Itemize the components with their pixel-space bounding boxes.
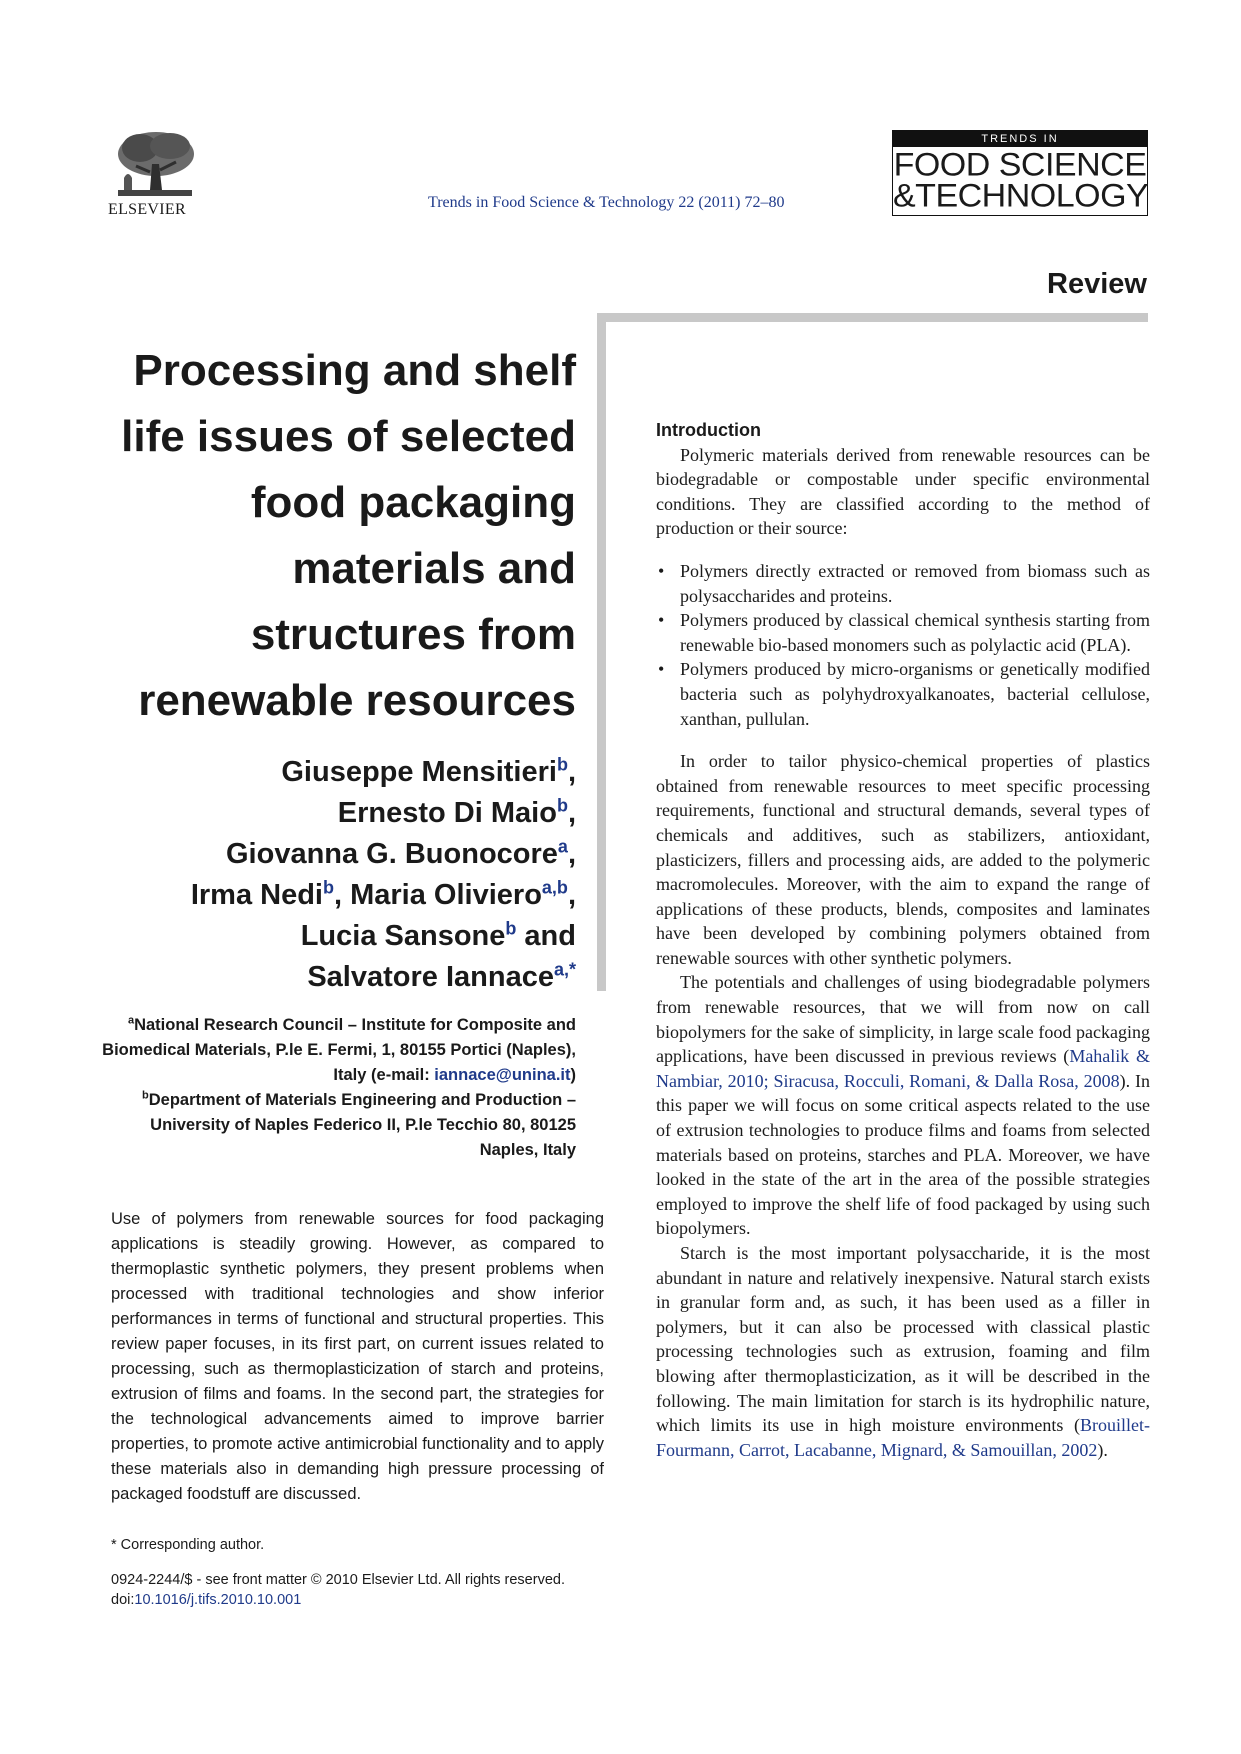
journal-citation[interactable]: Trends in Food Science & Technology 22 (2011) 72–80 bbox=[428, 194, 785, 211]
author-affiliation-mark[interactable]: a,b bbox=[541, 877, 568, 898]
doi-line bbox=[111, 1590, 565, 1610]
author-affiliation-mark[interactable]: b bbox=[556, 754, 568, 775]
list-item: • Polymers produced by classical chemical synthesis starting from renewable bio-based monomers such as polylactic acid (PLA). bbox=[656, 608, 1150, 657]
email-link[interactable]: iannace@unina.it bbox=[434, 1066, 571, 1084]
paragraph-text: Starch is the most important polysaccharide, it is the most abundant in nature and relatively inexpensive. Natural starch exists in granular form and, as such, it has been used as a filler in polymers, but it can also be processed with classical plastic processing technologies such as extrusion, foaming and film blowing after thermoplasticization, as it will be described in the following. The main limitation for starch is its hydrophilic nature, which limits its use in high moisture environments ( bbox=[656, 1243, 1150, 1436]
author-separator: , bbox=[567, 879, 576, 911]
author-affiliation-mark[interactable]: b bbox=[556, 795, 568, 816]
paragraph-text: The potentials and challenges of using biodegradable polymers from renewable resources, that we will from now on call biopolymers for the sake of simplicity, in large scale food packaging applications, have been discussed in previous reviews ( bbox=[656, 972, 1150, 1067]
bullet-list bbox=[656, 559, 1150, 731]
author-separator: , bbox=[567, 838, 576, 870]
author-affiliation-mark[interactable]: b bbox=[505, 918, 517, 939]
abstract: Use of polymers from renewable sources for food packaging applications is steadily growing. However, as compared to thermoplastic synthetic polymers, they present problems when processed with traditional technologies and show inferior performances in terms of functional and structural properties. This review paper focuses, in its first part, on current issues related to processing, such as thermoplasticization of starch and proteins, extrusion of films and foams. In the second part, the strategies for the technological advancements aimed to improve barrier properties, to promote active antimicrobial functionality and to apply these materials also in demanding high pressure processing of packaged foodstuff are discussed. bbox=[111, 1210, 604, 1503]
body-column bbox=[656, 418, 1150, 1462]
affiliation-mark: a bbox=[127, 1014, 135, 1027]
author-affiliation-mark[interactable]: a,* bbox=[553, 959, 576, 980]
list-item: • Polymers directly extracted or removed from biomass such as polysaccharides and proteins. bbox=[656, 559, 1150, 608]
affiliation-text: Department of Materials Engineering and Production – University of Naples Federico II, P.le Tecchio 80, 80125 Naples, Italy bbox=[148, 1091, 576, 1159]
author-name: Irma Nedi bbox=[190, 879, 323, 911]
affiliation-text: National Research Council – Institute for Composite and Biomedical Materials, P.le E. Fermi, 1, 80155 Portici (Naples), Italy (e-mail: bbox=[102, 1016, 576, 1084]
journal-logo-line-2: &TECHNOLOGY bbox=[893, 177, 1149, 215]
author-name: Giuseppe Mensitieri bbox=[281, 756, 557, 788]
author-separator: , bbox=[567, 756, 576, 788]
author-name: Maria Oliviero bbox=[350, 879, 542, 911]
author-separator: , bbox=[567, 797, 576, 829]
paragraph-text: ). In this paper we will focus on some critical aspects related to the use of extrusion technologies to produce films and foams from selected materials based on proteins, starches and PLA. Moreover, we have looked in the state of the art in the area of the possible strategies employed to improve the shelf life of food packaged by using such biopolymers. bbox=[656, 1070, 1150, 1239]
journal-logo-line-1: FOOD SCIENCE bbox=[893, 146, 1147, 184]
author-name: Ernesto Di Maio bbox=[337, 797, 557, 829]
reference-link[interactable]: Mahalik & Nambiar, 2010; Siracusa, Rocculi, Romani, & Dalla Rosa, 2008 bbox=[656, 1046, 1150, 1091]
body-paragraph bbox=[656, 970, 1150, 1241]
decorative-frame-top bbox=[597, 313, 1148, 322]
paragraph-text: ). bbox=[1097, 1439, 1108, 1460]
section-heading: Introduction bbox=[656, 420, 761, 440]
journal-logo bbox=[892, 130, 1148, 216]
author-list bbox=[100, 752, 576, 998]
corresponding-author-note: * Corresponding author. bbox=[111, 1537, 265, 1553]
author-affiliation-mark[interactable]: b bbox=[322, 877, 334, 898]
copyright-block bbox=[111, 1570, 565, 1610]
author-name: Lucia Sansone bbox=[300, 920, 506, 952]
paper-title: Processing and shelf life issues of selected food packaging materials and structures from renewable resources bbox=[121, 346, 576, 725]
list-item: • Polymers produced by micro-organisms or genetically modified bacteria such as polyhydroxyalkanoates, bacterial cellulose, xanthan, pullulan. bbox=[656, 657, 1150, 731]
affiliation-b bbox=[100, 1088, 576, 1163]
journal-logo-top: TRENDS IN bbox=[893, 131, 1147, 147]
affiliation-close: ) bbox=[570, 1066, 576, 1084]
body-paragraph: In order to tailor physico-chemical properties of plastics obtained from renewable resources to meet specific processing requirements, functional and structural demands, several types of chemicals and additives, such as stabilizers, antioxidant, plasticizers, fillers and processing aids, are added to the polymeric macromolecules. Moreover, with the aim to expand the range of applications of these products, blends, composites and laminates have been developed by combining polymers obtained from renewable sources with other synthetic polymers. bbox=[656, 751, 1150, 968]
body-paragraph bbox=[656, 1241, 1150, 1462]
affiliation-mark: b bbox=[142, 1089, 149, 1102]
decorative-frame-left bbox=[597, 313, 606, 991]
author-separator: and bbox=[516, 920, 576, 952]
reference-link[interactable]: Brouillet-Fourmann, Carrot, Lacabanne, Mignard, & Samouillan, 2002 bbox=[656, 1415, 1150, 1460]
doi-label: doi: bbox=[111, 1592, 135, 1608]
author-name: Giovanna G. Buonocore bbox=[225, 838, 558, 870]
author-affiliation-mark[interactable]: a bbox=[557, 836, 568, 857]
doi-link[interactable]: 10.1016/j.tifs.2010.10.001 bbox=[134, 1592, 302, 1608]
body-paragraph: Polymeric materials derived from renewable resources can be biodegradable or compostable under specific environmental conditions. They are classified according to the method of production or their source: bbox=[656, 444, 1150, 539]
author-name: Salvatore Iannace bbox=[307, 961, 554, 993]
affiliations bbox=[100, 1013, 576, 1163]
affiliation-a bbox=[100, 1013, 576, 1088]
copyright-line: 0924-2244/$ - see front matter © 2010 Elsevier Ltd. All rights reserved. bbox=[111, 1572, 565, 1588]
publisher-name: ELSEVIER bbox=[108, 201, 186, 218]
author-separator: , bbox=[333, 879, 343, 911]
section-label: Review bbox=[1047, 268, 1147, 300]
